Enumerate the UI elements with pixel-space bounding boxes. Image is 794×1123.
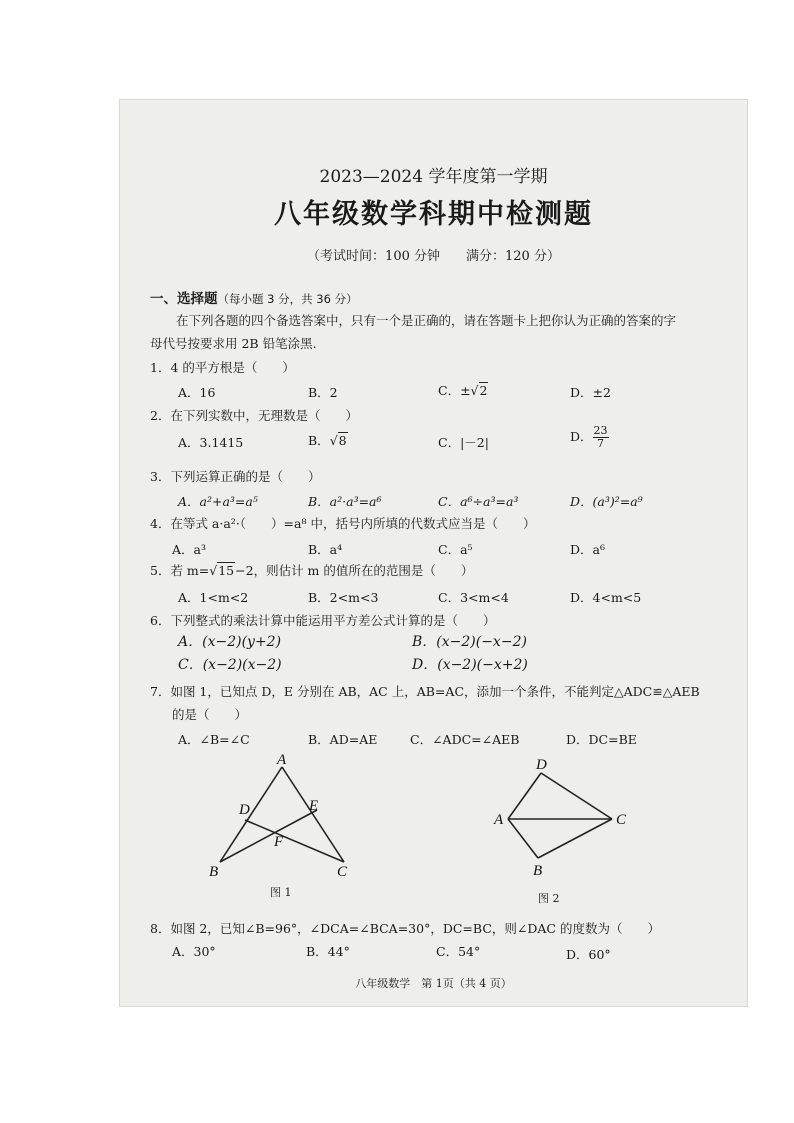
section-instruction: 母代号按要求用 2B 铅笔涂黑. <box>150 336 317 351</box>
question-stem: 4．在等式 a·a²·（ ）=a⁸ 中，括号内所填的代数式应当是（ ） <box>150 516 536 531</box>
option-a: A．16 <box>178 385 216 400</box>
section-note: （每小题 3 分，共 36 分） <box>217 292 358 306</box>
fig1-label-a: A <box>277 752 287 768</box>
option-a: A．1<m<2 <box>178 590 249 605</box>
option-b: B．a²·a³=a⁶ <box>308 494 382 509</box>
fig1-label-e: E <box>309 798 319 814</box>
question-stem: 的是（ ） <box>172 707 248 722</box>
figure-2-caption: 图 2 <box>538 892 560 905</box>
option-d: D．4<m<5 <box>570 590 642 605</box>
question-stem: 8．如图 2，已知∠B=96°，∠DCA=∠BCA=30°，DC=BC，则∠DAC 的度数为（ ） <box>150 921 660 936</box>
option-b: B．√8 <box>308 433 347 448</box>
section-instruction: 在下列各题的四个备选答案中，只有一个是正确的，请在答题卡上把你认为正确的答案的字 <box>176 313 677 328</box>
question-stem: 2．在下列实数中，无理数是（ ） <box>150 408 358 423</box>
option-c: C．3<m<4 <box>438 590 509 605</box>
option-b: B．44° <box>306 944 350 959</box>
section-title: 一、选择题 <box>150 291 218 307</box>
option-c: C．∠ADC=∠AEB <box>410 732 520 747</box>
figure-2-quadrilateral <box>488 755 638 880</box>
option-a: A．a³ <box>172 542 206 557</box>
exam-title: 八年级数学科期中检测题 <box>274 199 593 230</box>
option-c: C．a⁵ <box>438 542 473 557</box>
fig1-label-b: B <box>209 864 219 880</box>
option-a: A．3.1415 <box>178 435 244 450</box>
option-d: D．60° <box>566 947 611 962</box>
option-c: C．(x−2)(x−2) <box>178 657 282 673</box>
fig2-label-b: B <box>533 863 543 879</box>
option-b: B．2 <box>308 385 338 400</box>
option-c: C．54° <box>436 944 481 959</box>
fig1-label-d: D <box>239 802 250 818</box>
fig2-label-d: D <box>536 757 547 773</box>
option-a: A．30° <box>172 944 216 959</box>
option-b: B．AD=AE <box>308 732 378 747</box>
page-footer: 八年级数学 第 1页（共 4 页） <box>355 977 512 990</box>
option-d: D．a⁶ <box>570 542 605 557</box>
option-c: C．a⁶÷a³=a³ <box>438 494 519 509</box>
option-a: A．∠B=∠C <box>178 732 250 747</box>
option-d: D．DC=BE <box>566 732 637 747</box>
figure-1-triangle <box>200 752 370 892</box>
option-d: D． $\frac{23}{7}$ <box>570 424 608 450</box>
exam-sheet <box>120 100 747 1006</box>
fig2-label-c: C <box>616 812 627 828</box>
option-c: C．|－2| <box>438 435 489 450</box>
question-stem: 5．若 m=√15−2，则估计 m 的值所在的范围是（ ） <box>150 563 474 578</box>
option-b: B．(x−2)(−x−2) <box>412 634 527 650</box>
option-a: A．a²+a³=a⁵ <box>178 494 258 509</box>
question-stem: 7．如图 1，已知点 D，E 分别在 AB，AC 上，AB=AC，添加一个条件，不能判定△ADC≌△AEB <box>150 684 700 699</box>
question-stem: 3．下列运算正确的是（ ） <box>150 469 321 484</box>
question-stem: 6．下列整式的乘法计算中能运用平方差公式计算的是（ ） <box>150 613 496 628</box>
question-stem: 1．4 的平方根是（ ） <box>150 360 295 375</box>
fig1-label-f: F <box>274 834 284 850</box>
fig2-label-a: A <box>494 812 504 828</box>
exam-term: 2023—2024 学年度第一学期 <box>319 167 548 187</box>
option-a: A．(x−2)(y+2) <box>178 634 282 650</box>
section-heading <box>150 287 358 307</box>
option-c: C．±√2 <box>438 383 488 398</box>
option-d: D．±2 <box>570 385 611 400</box>
option-b: B．2<m<3 <box>308 590 379 605</box>
exam-info: （考试时间：100 分钟 满分：120 分） <box>307 249 560 264</box>
option-d: D．(a³)²=a⁹ <box>570 494 643 509</box>
option-b: B．a⁴ <box>308 542 343 557</box>
fig1-label-c: C <box>337 864 348 880</box>
option-d: D．(x−2)(−x+2) <box>412 657 528 673</box>
figure-1-caption: 图 1 <box>270 886 292 899</box>
